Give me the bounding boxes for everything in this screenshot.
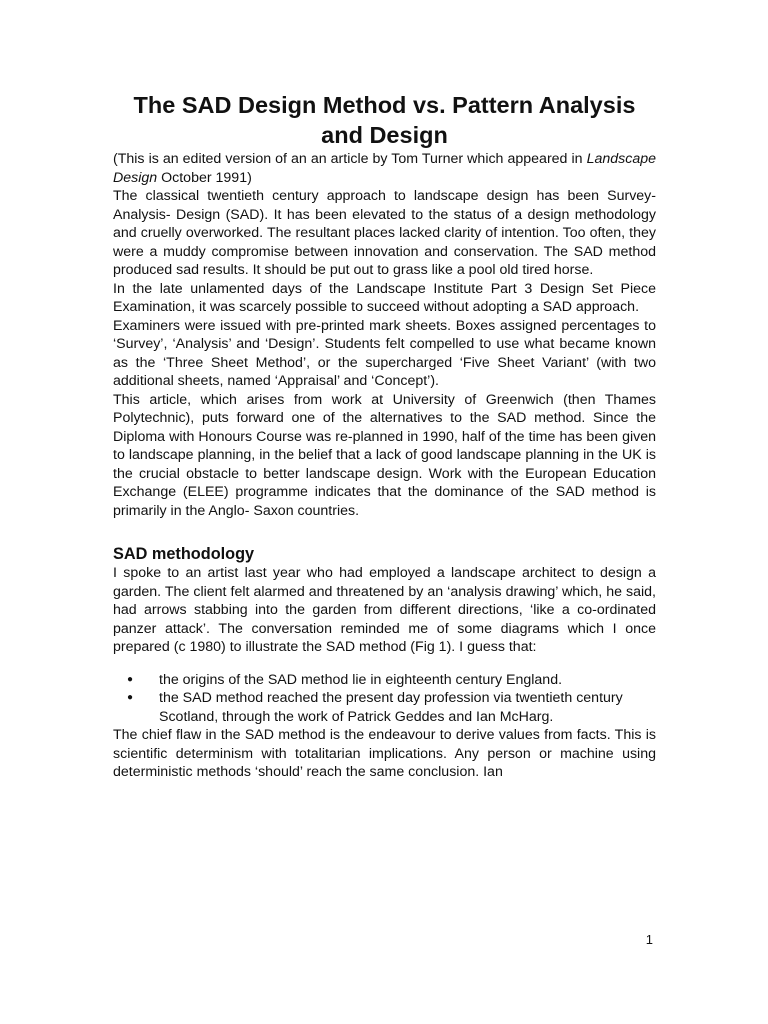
- intro-suffix: October 1991): [157, 169, 252, 186]
- bullet-list: [113, 671, 656, 727]
- intro-note: [113, 150, 656, 187]
- section-heading: SAD methodology: [113, 545, 255, 563]
- list-item: [113, 689, 656, 726]
- list-item-text: the origins of the SAD method lie in eighteenth century England.: [159, 671, 563, 688]
- bullet-icon: ●: [126, 692, 134, 703]
- intro-prefix: (This is an edited version of an an article by Tom Turner which appeared in: [113, 151, 587, 167]
- list-item-text: the SAD method reached the present day profession via twentieth century Scotland, through the work of Patrick Geddes and Ian McHarg.: [159, 690, 623, 725]
- title-line-1: The SAD Design Method vs. Pattern Analysis: [133, 92, 636, 118]
- title-line-2: and Design: [321, 122, 448, 148]
- paragraph: Examiners were issued with pre-printed mark sheets. Boxes assigned percentages to ‘Survey’, ‘Analysis’ and ‘Design’. Students felt compelled to use what became known as the ‘Three Sheet Method’, or the supercharged ‘Five Sheet Variant’ (with two additional sheets, named ‘Appraisal’ and ‘Concept’).: [113, 317, 656, 389]
- list-item: [113, 671, 656, 690]
- document-title: [113, 90, 656, 150]
- paragraph: In the late unlamented days of the Landscape Institute Part 3 Design Set Piece Examination, it was scarcely possible to succeed without adopting a SAD approach.: [113, 280, 656, 315]
- bullet-icon: ●: [126, 673, 134, 685]
- section-paragraph: I spoke to an artist last year who had employed a landscape architect to design a garden. The client felt alarmed and threatened by an ‘analysis drawing’ which, he said, had arrows stabbing into the garden from different directions, ‘like a co-ordinated panzer attack’. The conversation reminded me of some diagrams which I once prepared (c 1980) to illustrate the SAD method (Fig 1). I guess that:: [113, 565, 656, 655]
- page-number: 1: [645, 932, 653, 947]
- intro-publication: Landscape Design: [113, 151, 656, 186]
- closing-paragraph: The chief flaw in the SAD method is the endeavour to derive values from facts. This is scientific determinism with totalitarian implications. Any person or machine using deterministic methods ‘should’ reach the same conclusion. Ian: [113, 727, 656, 780]
- paragraph: This article, which arises from work at University of Greenwich (then Thames Polytechnic), puts forward one of the alternatives to the SAD method. Since the Diploma with Honours Course was re-planned in 1990, half of the time has been given to landscape planning, in the belief that a lack of good landscape planning in the UK is the crucial obstacle to better landscape design. Work with the European Education Exchange (ELEE) programme indicates that the dominance of the SAD method is primarily in the Anglo- Saxon countries.: [113, 391, 656, 519]
- paragraph: The classical twentieth century approach to landscape design has been Survey-Analysis- Design (SAD). It has been elevated to the status of a design methodology and cruelly overworked. The resultant places lacked clarity of intention. Too often, they were a muddy compromise between innovation and conservation. The SAD method produced sad results. It should be put out to grass like a pool old tired horse.: [113, 188, 656, 278]
